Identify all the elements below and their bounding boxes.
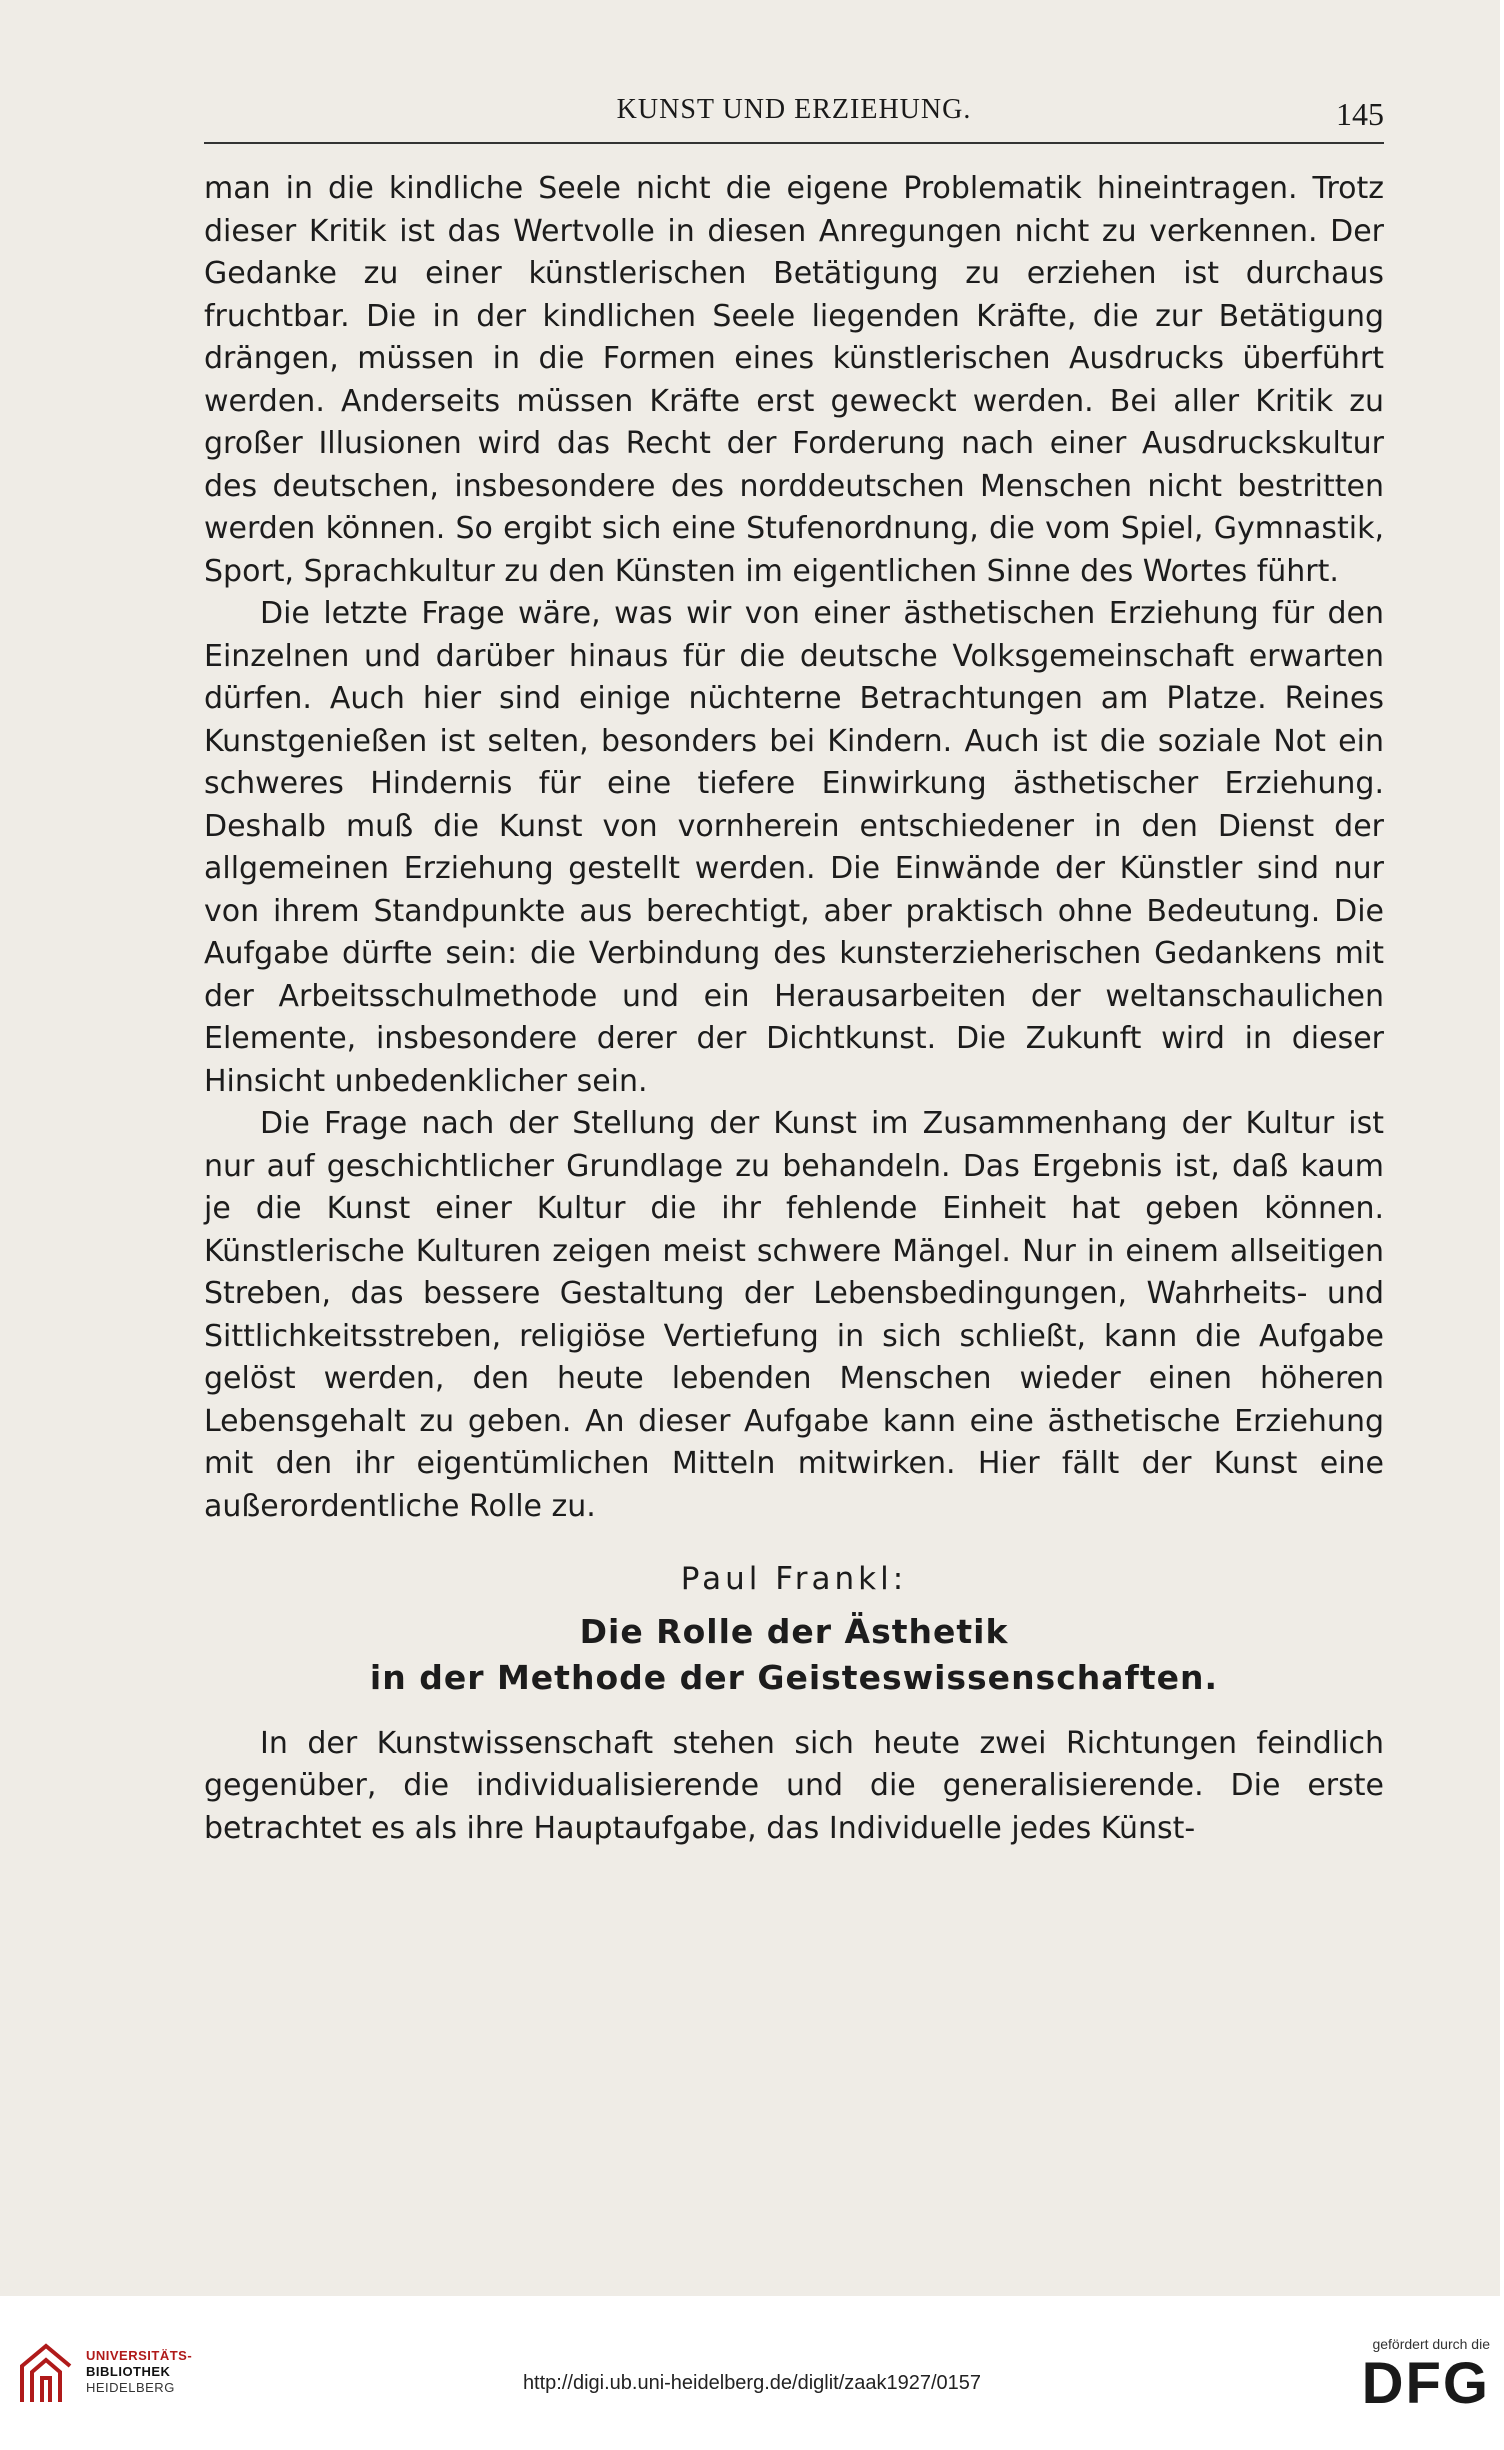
dfg-logo: DFG [1361, 2351, 1490, 2416]
article-title-line-2: in der Methode der Geisteswissenschaften. [369, 1657, 1219, 1697]
article-first-paragraph: In der Kunstwissenschaft stehen sich heute zwei Richtungen feindlich gegenüber, die individualisierende und die generalisierende. Die erste betrachtet es als ihre Hauptaufgabe, das Individuelle jedes Künst- [204, 1725, 1384, 1846]
library-line-3: HEIDELBERG [86, 2380, 175, 2395]
paragraph-2: Die letzte Frage wäre, was wir von einer ästhetischen Erziehung für den Einzelnen und darüber hinaus für die deutsche Volksgemeinschaft erwarten dürfen. Auch hier sind einige nüchterne Betrachtungen am Platze. Reines Kunstgenießen ist selten, besonders bei Kindern. Auch ist die soziale Not ein schweres Hindernis für eine tiefere Einwirkung ästhetischer Erziehung. Deshalb muß die Kunst von vornherein entschiedener in den Dienst der allgemeinen Erziehung gestellt werden. Die Einwände der Künstler sind nur von ihrem Standpunkte aus berechtigt, aber praktisch ohne Bedeutung. Die Aufgabe dürfte sein: die Verbindung des kunsterzieherischen Gedankens mit der Arbeitsschulmethode und ein Herausarbeiten der weltanschaulichen Elemente, insbesondere derer der Dichtkunst. Die Zukunft wird in dieser Hinsicht unbedenklicher sein. [204, 596, 1384, 1099]
paragraph-3: Die Frage nach der Stellung der Kunst im Zusammenhang der Kultur ist nur auf geschichtlicher Grundlage zu behandeln. Das Ergebnis ist, daß kaum je die Kunst einer Kultur die ihr fehlende Einheit hat geben können. Künstlerische Kulturen zeigen meist schwere Mängel. Nur in einem allseitigen Streben, das bessere Gestaltung der Lebensbedingungen, Wahrheits- und Sittlichkeitsstreben, religiöse Vertiefung in sich schließt, kann die Aufgabe gelöst werden, den heute lebenden Menschen wieder einen höheren Lebensgehalt zu geben. An dieser Aufgabe kann eine ästhetische Erziehung mit den ihr eigentümlichen Mitteln mitwirken. Hier fällt der Kunst eine außerordentliche Rolle zu. [204, 1106, 1384, 1524]
page-header [204, 94, 1384, 144]
footer-bar [0, 2296, 1504, 2450]
header-rule [204, 142, 1384, 144]
article-author: Paul Frankl: [680, 1561, 908, 1597]
body-text [204, 168, 1384, 1850]
source-url-link[interactable]: http://digi.ub.uni-heidelberg.de/diglit/zaak1927/0157 [522, 2372, 982, 2394]
article-title [204, 1609, 1384, 1701]
article-title-line-1: Die Rolle der Ästhetik [579, 1611, 1009, 1651]
page-number: 145 [1336, 96, 1384, 132]
library-line-2: BIBLIOTHEK [86, 2364, 171, 2379]
library-line-1: UNIVERSITÄTS- [86, 2348, 193, 2363]
running-title: KUNST UND ERZIEHUNG. [616, 94, 972, 125]
funder-block [1361, 2336, 1490, 2416]
funder-caption: gefördert durch die [1372, 2336, 1490, 2352]
paragraph-1: man in die kindliche Seele nicht die eigene Problematik hineintragen. Trotz dieser Kritik ist das Wertvolle in diesen Anregungen nicht zu verkennen. Der Gedanke zu einer künstlerischen Betätigung zu erziehen ist durchaus fruchtbar. Die in der kindlichen Seele liegenden Kräfte, die zur Betätigung drängen, müssen in die Formen eines künstlerischen Ausdrucks überführt werden. Anderseits müssen Kräfte erst geweckt werden. Bei aller Kritik zu großer Illusionen wird das Recht der Forderung nach einer Ausdruckskultur des deutschen, insbesondere des norddeutschen Menschen nicht bestritten werden können. So ergibt sich eine Stufenordnung, die vom Spiel, Gymnastik, Sport, Sprachkultur zu den Künsten im eigentlichen Sinne des Wortes führt. [204, 171, 1384, 589]
